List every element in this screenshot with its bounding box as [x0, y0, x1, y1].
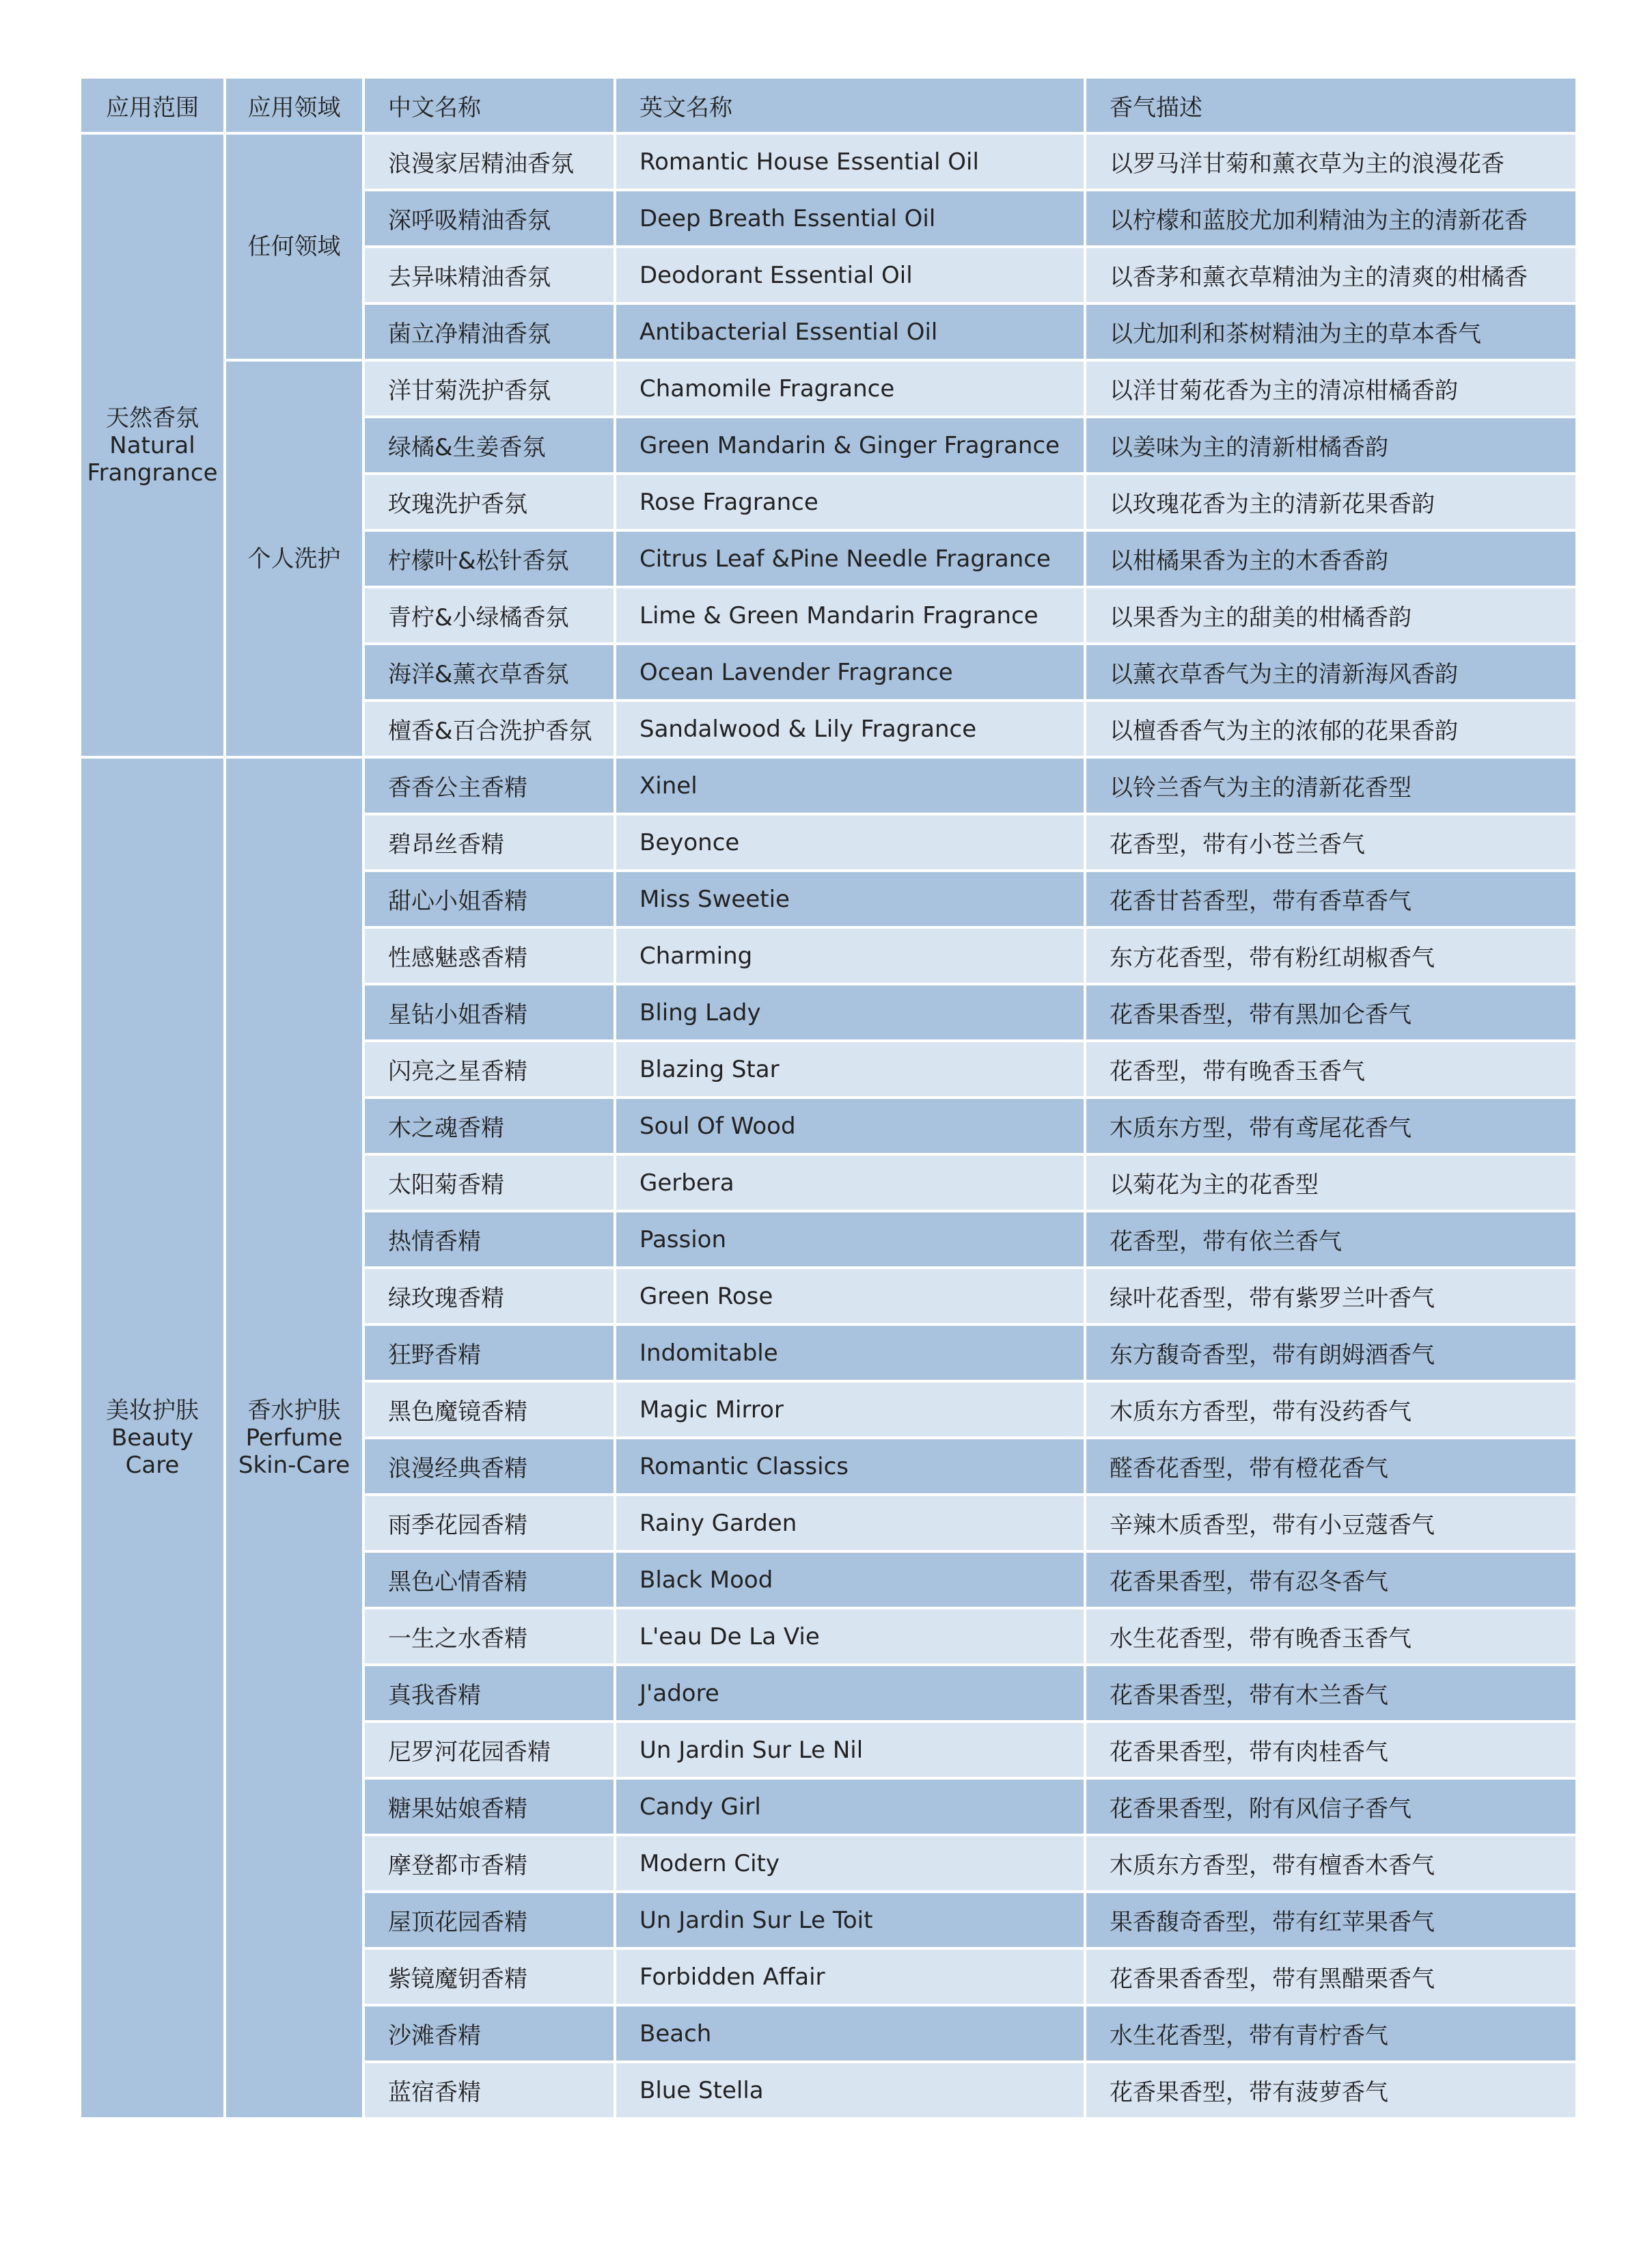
chinese-name-cell: 柠檬叶&松针香氛 [363, 530, 615, 587]
field-cell-line: 个人洗护 [247, 545, 341, 573]
chinese-name-cell: 檀香&百合洗护香氛 [363, 700, 615, 757]
chinese-name-cell: 雨季花园香精 [363, 1495, 615, 1551]
english-name-cell: Beyonce [615, 814, 1085, 871]
header-field: 应用领域 [225, 77, 363, 133]
english-name-cell: Xinel [615, 757, 1085, 814]
description-cell: 以果香为主的甜美的柑橘香韵 [1085, 587, 1577, 644]
header-english-name: 英文名称 [615, 77, 1085, 133]
description-cell: 以尤加利和茶树精油为主的草本香气 [1085, 303, 1577, 360]
table-body [80, 133, 1577, 2119]
description-cell: 以香茅和薰衣草精油为主的清爽的柑橘香 [1085, 247, 1577, 303]
description-cell: 以檀香香气为主的浓郁的花果香韵 [1085, 700, 1577, 757]
description-cell: 醛香花香型，带有橙花香气 [1085, 1438, 1577, 1495]
scope-cell-line: Frangrance [87, 459, 218, 487]
chinese-name-cell: 海洋&薰衣草香氛 [363, 644, 615, 700]
description-cell: 以玫瑰花香为主的清新花果香韵 [1085, 474, 1577, 530]
chinese-name-cell: 黑色魔镜香精 [363, 1381, 615, 1438]
chinese-name-cell: 木之魂香精 [363, 1098, 615, 1154]
description-cell: 以柠檬和蓝胶尤加利精油为主的清新花香 [1085, 190, 1577, 247]
description-cell: 以柑橘果香为主的木香香韵 [1085, 530, 1577, 587]
chinese-name-cell: 热情香精 [363, 1211, 615, 1268]
chinese-name-cell: 绿玫瑰香精 [363, 1268, 615, 1324]
field-cell-line: 任何领域 [247, 233, 341, 260]
description-cell: 绿叶花香型，带有紫罗兰叶香气 [1085, 1268, 1577, 1324]
chinese-name-cell: 闪亮之星香精 [363, 1041, 615, 1098]
english-name-cell: Gerbera [615, 1154, 1085, 1211]
scope-cell-line: Beauty [111, 1424, 194, 1452]
english-name-cell: Deep Breath Essential Oil [615, 190, 1085, 247]
chinese-name-cell: 摩登都市香精 [363, 1835, 615, 1892]
chinese-name-cell: 狂野香精 [363, 1324, 615, 1381]
description-cell: 花香果香型，带有黑加仑香气 [1085, 984, 1577, 1041]
chinese-name-cell: 香香公主香精 [363, 757, 615, 814]
chinese-name-cell: 真我香精 [363, 1665, 615, 1722]
chinese-name-cell: 星钻小姐香精 [363, 984, 615, 1041]
chinese-name-cell: 洋甘菊洗护香氛 [363, 360, 615, 417]
chinese-name-cell: 蓝宿香精 [363, 2062, 615, 2119]
english-name-cell: Un Jardin Sur Le Nil [615, 1722, 1085, 1778]
description-cell: 花香型，带有晚香玉香气 [1085, 1041, 1577, 1098]
english-name-cell: Romantic House Essential Oil [615, 133, 1085, 190]
english-name-cell: Black Mood [615, 1551, 1085, 1608]
chinese-name-cell: 绿橘&生姜香氛 [363, 417, 615, 474]
description-cell: 以薰衣草香气为主的清新海风香韵 [1085, 644, 1577, 700]
english-name-cell: Antibacterial Essential Oil [615, 303, 1085, 360]
english-name-cell: Green Mandarin & Ginger Fragrance [615, 417, 1085, 474]
english-name-cell: Rose Fragrance [615, 474, 1085, 530]
description-cell: 辛辣木质香型，带有小豆蔻香气 [1085, 1495, 1577, 1551]
english-name-cell: Blue Stella [615, 2062, 1085, 2119]
chinese-name-cell: 黑色心情香精 [363, 1551, 615, 1608]
english-name-cell: Charming [615, 927, 1085, 984]
header-scope: 应用范围 [80, 77, 225, 133]
scope-cell [80, 757, 225, 2119]
description-cell: 以铃兰香气为主的清新花香型 [1085, 757, 1577, 814]
english-name-cell: Miss Sweetie [615, 871, 1085, 927]
english-name-cell: L'eau De La Vie [615, 1608, 1085, 1665]
header-row [80, 77, 1577, 133]
chinese-name-cell: 一生之水香精 [363, 1608, 615, 1665]
description-cell: 花香果香型，带有肉桂香气 [1085, 1722, 1577, 1778]
field-cell [225, 133, 363, 360]
description-cell: 以菊花为主的花香型 [1085, 1154, 1577, 1211]
header-chinese-name: 中文名称 [363, 77, 615, 133]
chinese-name-cell: 浪漫家居精油香氛 [363, 133, 615, 190]
english-name-cell: Soul Of Wood [615, 1098, 1085, 1154]
field-cell [225, 360, 363, 757]
description-cell: 木质东方型，带有鸢尾花香气 [1085, 1098, 1577, 1154]
description-cell: 花香果香型，带有木兰香气 [1085, 1665, 1577, 1722]
chinese-name-cell: 青柠&小绿橘香氛 [363, 587, 615, 644]
chinese-name-cell: 屋顶花园香精 [363, 1892, 615, 1948]
table-row [80, 757, 1577, 814]
english-name-cell: Passion [615, 1211, 1085, 1268]
description-cell: 东方花香型，带有粉红胡椒香气 [1085, 927, 1577, 984]
english-name-cell: Bling Lady [615, 984, 1085, 1041]
description-cell: 花香果香香型，带有黑醋栗香气 [1085, 1948, 1577, 2005]
chinese-name-cell: 深呼吸精油香氛 [363, 190, 615, 247]
chinese-name-cell: 太阳菊香精 [363, 1154, 615, 1211]
description-cell: 以洋甘菊花香为主的清凉柑橘香韵 [1085, 360, 1577, 417]
header-description: 香气描述 [1085, 77, 1577, 133]
english-name-cell: Blazing Star [615, 1041, 1085, 1098]
description-cell: 花香果香型，带有菠萝香气 [1085, 2062, 1577, 2119]
english-name-cell: Un Jardin Sur Le Toit [615, 1892, 1085, 1948]
scope-cell-line: Natural [109, 431, 195, 459]
description-cell: 以姜味为主的清新柑橘香韵 [1085, 417, 1577, 474]
description-cell: 木质东方香型，带有没药香气 [1085, 1381, 1577, 1438]
english-name-cell: Citrus Leaf &Pine Needle Fragrance [615, 530, 1085, 587]
scope-cell [80, 133, 225, 757]
chinese-name-cell: 玫瑰洗护香氛 [363, 474, 615, 530]
table-row [80, 360, 1577, 417]
english-name-cell: J'adore [615, 1665, 1085, 1722]
english-name-cell: Sandalwood & Lily Fragrance [615, 700, 1085, 757]
chinese-name-cell: 碧昂丝香精 [363, 814, 615, 871]
description-cell: 花香型，带有依兰香气 [1085, 1211, 1577, 1268]
chinese-name-cell: 去异味精油香氛 [363, 247, 615, 303]
description-cell: 东方馥奇香型，带有朗姆酒香气 [1085, 1324, 1577, 1381]
english-name-cell: Deodorant Essential Oil [615, 247, 1085, 303]
english-name-cell: Green Rose [615, 1268, 1085, 1324]
english-name-cell: Candy Girl [615, 1778, 1085, 1835]
description-cell: 花香果香型，附有风信子香气 [1085, 1778, 1577, 1835]
scope-cell-line: 天然香氛 [106, 404, 199, 432]
field-cell-line: Skin-Care [238, 1452, 350, 1479]
description-cell: 果香馥奇香型，带有红苹果香气 [1085, 1892, 1577, 1948]
chinese-name-cell: 沙滩香精 [363, 2005, 615, 2062]
english-name-cell: Modern City [615, 1835, 1085, 1892]
scope-cell-line: 美妆护肤 [106, 1397, 199, 1424]
english-name-cell: Beach [615, 2005, 1085, 2062]
table-row [80, 133, 1577, 190]
english-name-cell: Romantic Classics [615, 1438, 1085, 1495]
description-cell: 水生花香型，带有晚香玉香气 [1085, 1608, 1577, 1665]
chinese-name-cell: 尼罗河花园香精 [363, 1722, 615, 1778]
scope-cell-line: Care [125, 1452, 180, 1479]
chinese-name-cell: 菌立净精油香氛 [363, 303, 615, 360]
english-name-cell: Chamomile Fragrance [615, 360, 1085, 417]
english-name-cell: Rainy Garden [615, 1495, 1085, 1551]
chinese-name-cell: 甜心小姐香精 [363, 871, 615, 927]
description-cell: 花香型，带有小苍兰香气 [1085, 814, 1577, 871]
field-cell-line: 香水护肤 [247, 1397, 341, 1424]
description-cell: 木质东方香型，带有檀香木香气 [1085, 1835, 1577, 1892]
description-cell: 以罗马洋甘菊和薰衣草为主的浪漫花香 [1085, 133, 1577, 190]
description-cell: 花香甘苔香型，带有香草香气 [1085, 871, 1577, 927]
english-name-cell: Indomitable [615, 1324, 1085, 1381]
chinese-name-cell: 糖果姑娘香精 [363, 1778, 615, 1835]
field-cell-line: Perfume [245, 1424, 343, 1452]
english-name-cell: Magic Mirror [615, 1381, 1085, 1438]
english-name-cell: Forbidden Affair [615, 1948, 1085, 2005]
fragrance-table [79, 76, 1578, 2120]
english-name-cell: Ocean Lavender Fragrance [615, 644, 1085, 700]
chinese-name-cell: 紫镜魔钥香精 [363, 1948, 615, 2005]
chinese-name-cell: 浪漫经典香精 [363, 1438, 615, 1495]
description-cell: 花香果香型，带有忍冬香气 [1085, 1551, 1577, 1608]
description-cell: 水生花香型，带有青柠香气 [1085, 2005, 1577, 2062]
english-name-cell: Lime & Green Mandarin Fragrance [615, 587, 1085, 644]
chinese-name-cell: 性感魅惑香精 [363, 927, 615, 984]
field-cell [225, 757, 363, 2119]
